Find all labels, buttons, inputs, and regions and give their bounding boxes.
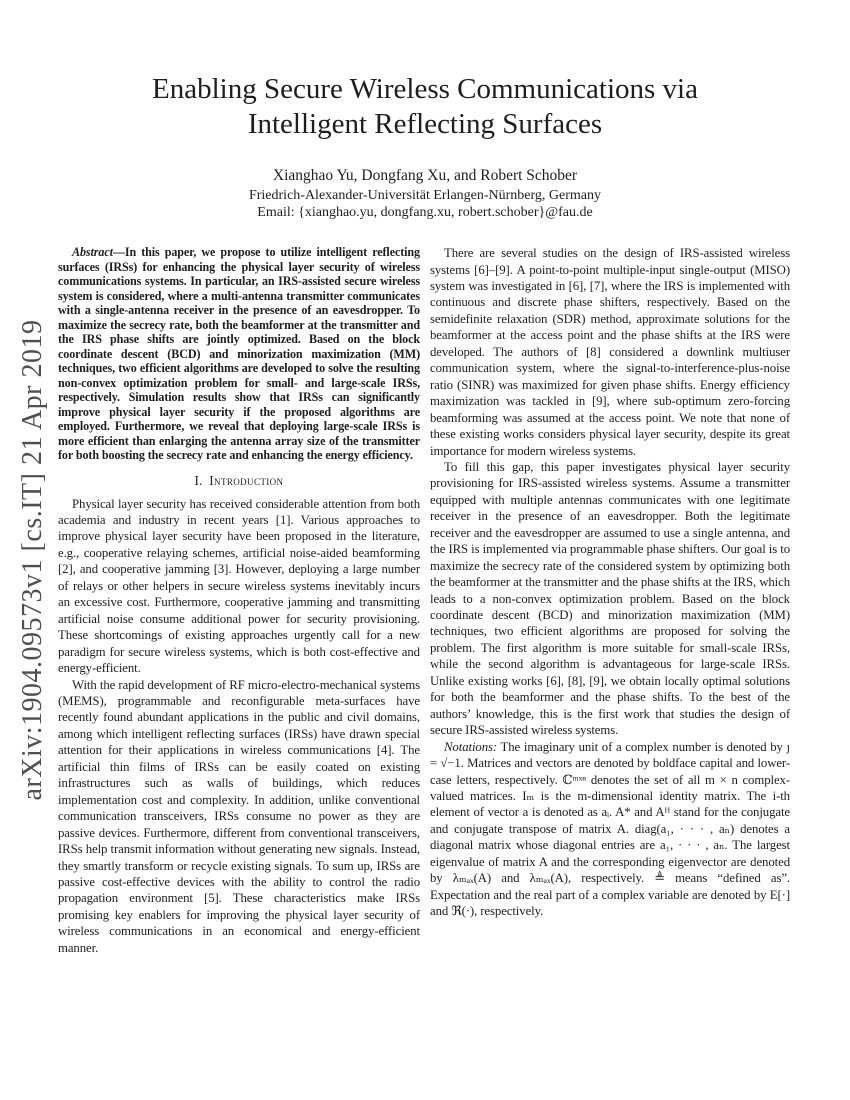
section-title: Introduction <box>209 472 284 488</box>
intro-paragraph-1: Physical layer security has received considerable attention from both academia and industry in recent years [1]. Various approaches to improve physical layer security have been proposed in the literature, e.g., cooperative relaying schemes, artificial noise-aided beamforming [2], and cooperative jamming [3]. However, deploying a large number of relays or other helpers in secure wireless systems inevitably incurs an excessive cost. Furthermore, cooperative jamming and transmitting artificial noise consume additional power for security provisioning. These shortcomings of existing approaches urgently call for a new paradigm for secure wireless systems, which is both cost-effective and energy-efficient. <box>58 496 420 676</box>
related-work-paragraph: There are several studies on the design of IRS-assisted wireless systems [6]–[9]. A point-to-point multiple-input single-output (MISO) system was investigated in [6], [7], where the IRS is implemented with continuous and discrete phase shifters, respectively. Based on the semidefinite relaxation (SDR) method, approximate solutions for the beamformer at the access point and the phase shifts at the IRS were developed. The authors of [8] considered a downlink multiuser communication system, where the signal-to-interference-plus-noise ratio (SINR) was maximized for given phase shifts. Energy efficiency maximization was tackled in [9], where sub-optimum zero-forcing beamforming was assumed at the access point. We note that none of these existing works considers physical layer security, despite its great importance for modern wireless systems. <box>430 246 790 458</box>
email-line: Email: {xianghao.yu, dongfang.xu, robert.schober}@fau.de <box>257 204 593 220</box>
contributions-paragraph: To fill this gap, this paper investigates physical layer security provisioning for IRS-assisted wireless systems. Assume a transmitter equipped with multiple antennas communicates with one legitimate receiver in the presence of an eavesdropper. Both the legitimate receiver and the eavesdropper are assumed to use a single antenna, and the IRS is implemented via programmable phase shifters. Our goal is to maximize the secrecy rate of the considered system by optimizing both the beamformer at the transmitter and the phase shifts at the IRS, which leads to a non-convex optimization problem. Based on the block coordinate descent (BCD) and minorization maximization (MM) techniques, two efficient algorithms are proposed for solving the problem. The first algorithm is more suitable for small-scale IRSs, while the second algorithm is advantageous for large-scale IRSs. Unlike existing works [6], [8], [9], we obtain locally optimal solutions for both the beamformer and the phase shifts. To the best of the authors’ knowledge, this is the first work that studies the design of secure IRS-assisted wireless systems. <box>430 459 790 738</box>
two-column-body <box>58 245 790 956</box>
abstract-text: —In this paper, we propose to utilize intelligent reflecting surfaces (IRSs) for enhancing the physical layer security of wireless communications systems. In particular, an IRS-assisted secure wireless system is considered, where a multi-antenna transmitter communicates with a single-antenna receiver in the presence of an eavesdropper. To maximize the secrecy rate, both the beamformer at the transmitter and the IRS phase shifts are jointly optimized. Based on the block coordinate descent (BCD) and minorization maximization (MM) techniques, two efficient algorithms are developed to solve the resulting non-convex optimization problem for small- and large-scale IRSs, respectively. Simulation results show that IRSs can significantly improve physical layer security if the proposed algorithms are employed. Furthermore, we reveal that deploying large-scale IRSs is more efficient than enlarging the antenna array size of the transmitter for both boosting the secrecy rate and enhancing the energy efficiency. <box>58 245 420 463</box>
notations-lead-label: Notations: <box>444 739 498 754</box>
section-number: I. <box>194 472 203 488</box>
intro-paragraph-2: With the rapid development of RF micro-electro-mechanical systems (MEMS), programmable and reconfigurable meta-surfaces have recently found abundant applications in the public and civil domains, among which intelligent reflecting surfaces (IRSs) have drawn special attention for their applications in wireless communications [4]. The artificial thin films of IRSs can be easily coated on existing infrastructures such as walls of buildings, which reduces implementation cost and complexity. In addition, unlike conventional communication transceivers, IRSs consume no power as they are passive devices. Furthermore, different from conventional transceivers, IRSs help transmit information without generating new signals. Instead, they smartly transform or recycle existing signals. To sum up, IRSs are passive cost-effective devices with the ability to control the radio propagation environment [5]. These characteristics make IRSs promising key enablers for improving the physical layer security of wireless communications in an economical and energy-efficient manner. <box>58 677 420 955</box>
notations-text: The imaginary unit of a complex number is denoted by ȷ = √−1. Matrices and vectors are denoted by boldface capital and lower-case letters, respectively. ℂᵐˣⁿ denotes the set of all m × n complex-valued matrices. Iₘ is the m-dimensional identity matrix. The i-th element of vector a is denoted as aᵢ. A* and Aᴴ stand for the conjugate and conjugate transpose of matrix A. diag(a₁, · · · , aₙ) denotes a diagonal matrix whose diagonal entries are a₁, · · · , aₙ. The largest eigenvalue of matrix A and the corresponding eigenvector are denoted by λₘₐₓ(A) and λₘₐₓ(A), respectively. ≜ means “defined as”. Expectation and the real part of a complex variable are denoted by E[·] and ℜ(·), respectively. <box>430 739 790 919</box>
arxiv-watermark: arXiv:1904.09573v1 [cs.IT] 21 Apr 2019 <box>17 319 48 801</box>
authors-line: Xianghao Yu, Dongfang Xu, and Robert Schober <box>272 166 578 184</box>
section-heading-introduction <box>58 473 420 489</box>
right-column <box>430 245 790 956</box>
abstract-lead-label: Abstract <box>72 245 113 260</box>
paper-title-line-1: Enabling Secure Wireless Communications via <box>152 73 698 105</box>
paper-title-line-2: Intelligent Reflecting Surfaces <box>247 108 603 141</box>
author-block <box>0 167 850 221</box>
abstract-paragraph <box>58 245 420 463</box>
left-column <box>58 245 420 956</box>
affiliation-line: Friedrich-Alexander-Universität Erlangen-Nürnberg, Germany <box>248 188 602 204</box>
paper-title <box>0 0 850 143</box>
notations-paragraph <box>430 739 790 920</box>
